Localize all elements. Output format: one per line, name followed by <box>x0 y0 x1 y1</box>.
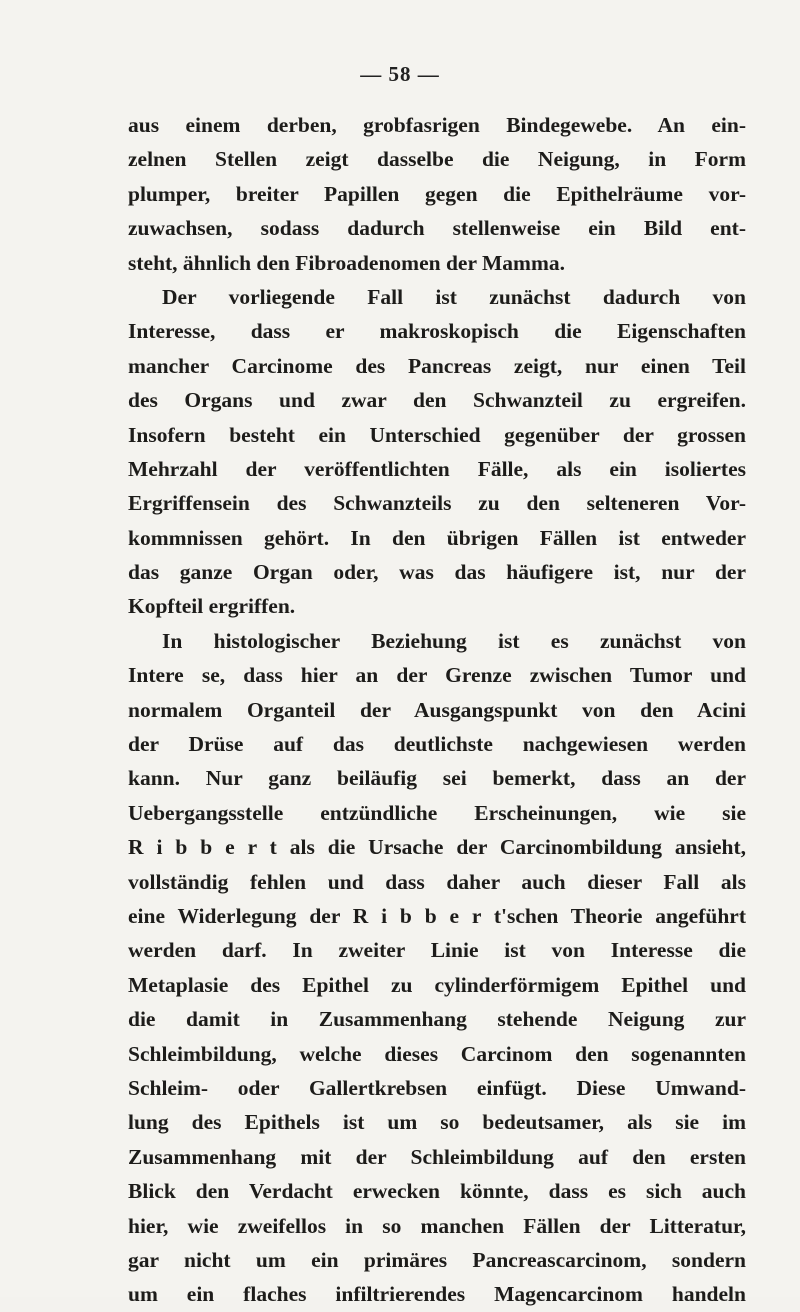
text-line: Mehrzahl der veröffentlichten Fälle, als ein isoliertes <box>128 456 746 481</box>
text-line: Kopfteil ergriffen. <box>128 594 296 619</box>
text-line: werden darf. In zweiter Linie ist von Interesse die <box>128 938 746 963</box>
text-line: Ergriffensein des Schwanzteils zu den selteneren Vor- <box>128 491 746 516</box>
text-line: mancher Carcinome des Pancreas zeigt, nur einen Teil <box>128 353 746 378</box>
text-line: Interesse, dass er makroskopisch die Eigenschaften <box>128 319 746 344</box>
text-line: aus einem derben, grobfasrigen Bindegewebe. An ein- <box>128 113 746 137</box>
text-line: gar nicht um ein primäres Pancreascarcinom, sondern <box>128 1247 746 1272</box>
text-line: das ganze Organ oder, was das häufigere ist, nur der <box>128 560 746 585</box>
text-line: hier, wie zweifellos in so manchen Fällen der Litteratur, <box>128 1213 746 1238</box>
text-line: um ein flaches infiltrierendes Magencarcinom handeln <box>128 1282 746 1307</box>
text-line: normalem Organteil der Ausgangspunkt von den Acini <box>128 697 746 722</box>
text-line: Schleimbildung, welche dieses Carcinom den sogenannten <box>128 1041 746 1066</box>
text-line: Schleim- oder Gallertkrebsen einfügt. Diese Umwand- <box>128 1075 746 1100</box>
text-line: eine Widerlegung der R i b b e r t'schen Theorie angeführt <box>128 903 746 928</box>
text-line: Insofern besteht ein Unterschied gegenüber der grossen <box>128 422 746 447</box>
page-number-header: — 58 — <box>360 62 440 86</box>
text-line: zelnen Stellen zeigt dasselbe die Neigung, in Form <box>128 147 746 172</box>
text-line: Intere se, dass hier an der Grenze zwischen Tumor und <box>128 663 746 688</box>
text-line: Uebergangsstelle entzündliche Erscheinungen, wie sie <box>128 800 746 825</box>
body-text <box>128 108 746 1312</box>
text-line: zuwachsen, sodass dadurch stellenweise ein Bild ent- <box>128 216 746 241</box>
text-line: vollständig fehlen und dass daher auch dieser Fall als <box>128 869 746 894</box>
text-line: Zusammenhang mit der Schleimbildung auf den ersten <box>128 1144 746 1169</box>
text-line: kann. Nur ganz beiläufig sei bemerkt, dass an der <box>128 766 746 791</box>
text-line: des Organs und zwar den Schwanzteil zu ergreifen. <box>128 388 746 413</box>
text-line: lung des Epithels ist um so bedeutsamer, als sie im <box>128 1110 746 1135</box>
text-line: der Drüse auf das deutlichste nachgewiesen werden <box>128 732 746 757</box>
text-line: R i b b e r t als die Ursache der Carcinombildung ansieht, <box>128 835 746 860</box>
text-line: In histologischer Beziehung ist es zunächst von <box>162 628 746 653</box>
text-line: steht, ähnlich den Fibroadenomen der Mamma. <box>128 250 565 275</box>
text-line: die damit in Zusammenhang stehende Neigung zur <box>128 1007 746 1032</box>
text-line: Der vorliegende Fall ist zunächst dadurch von <box>162 284 746 309</box>
text-line: plumper, breiter Papillen gegen die Epithelräume vor- <box>128 181 746 206</box>
text-line: kommnissen gehört. In den übrigen Fällen ist entweder <box>128 525 746 550</box>
text-line: Metaplasie des Epithel zu cylinderförmigem Epithel und <box>128 972 746 997</box>
text-line: Blick den Verdacht erwecken könnte, dass es sich auch <box>128 1179 746 1204</box>
